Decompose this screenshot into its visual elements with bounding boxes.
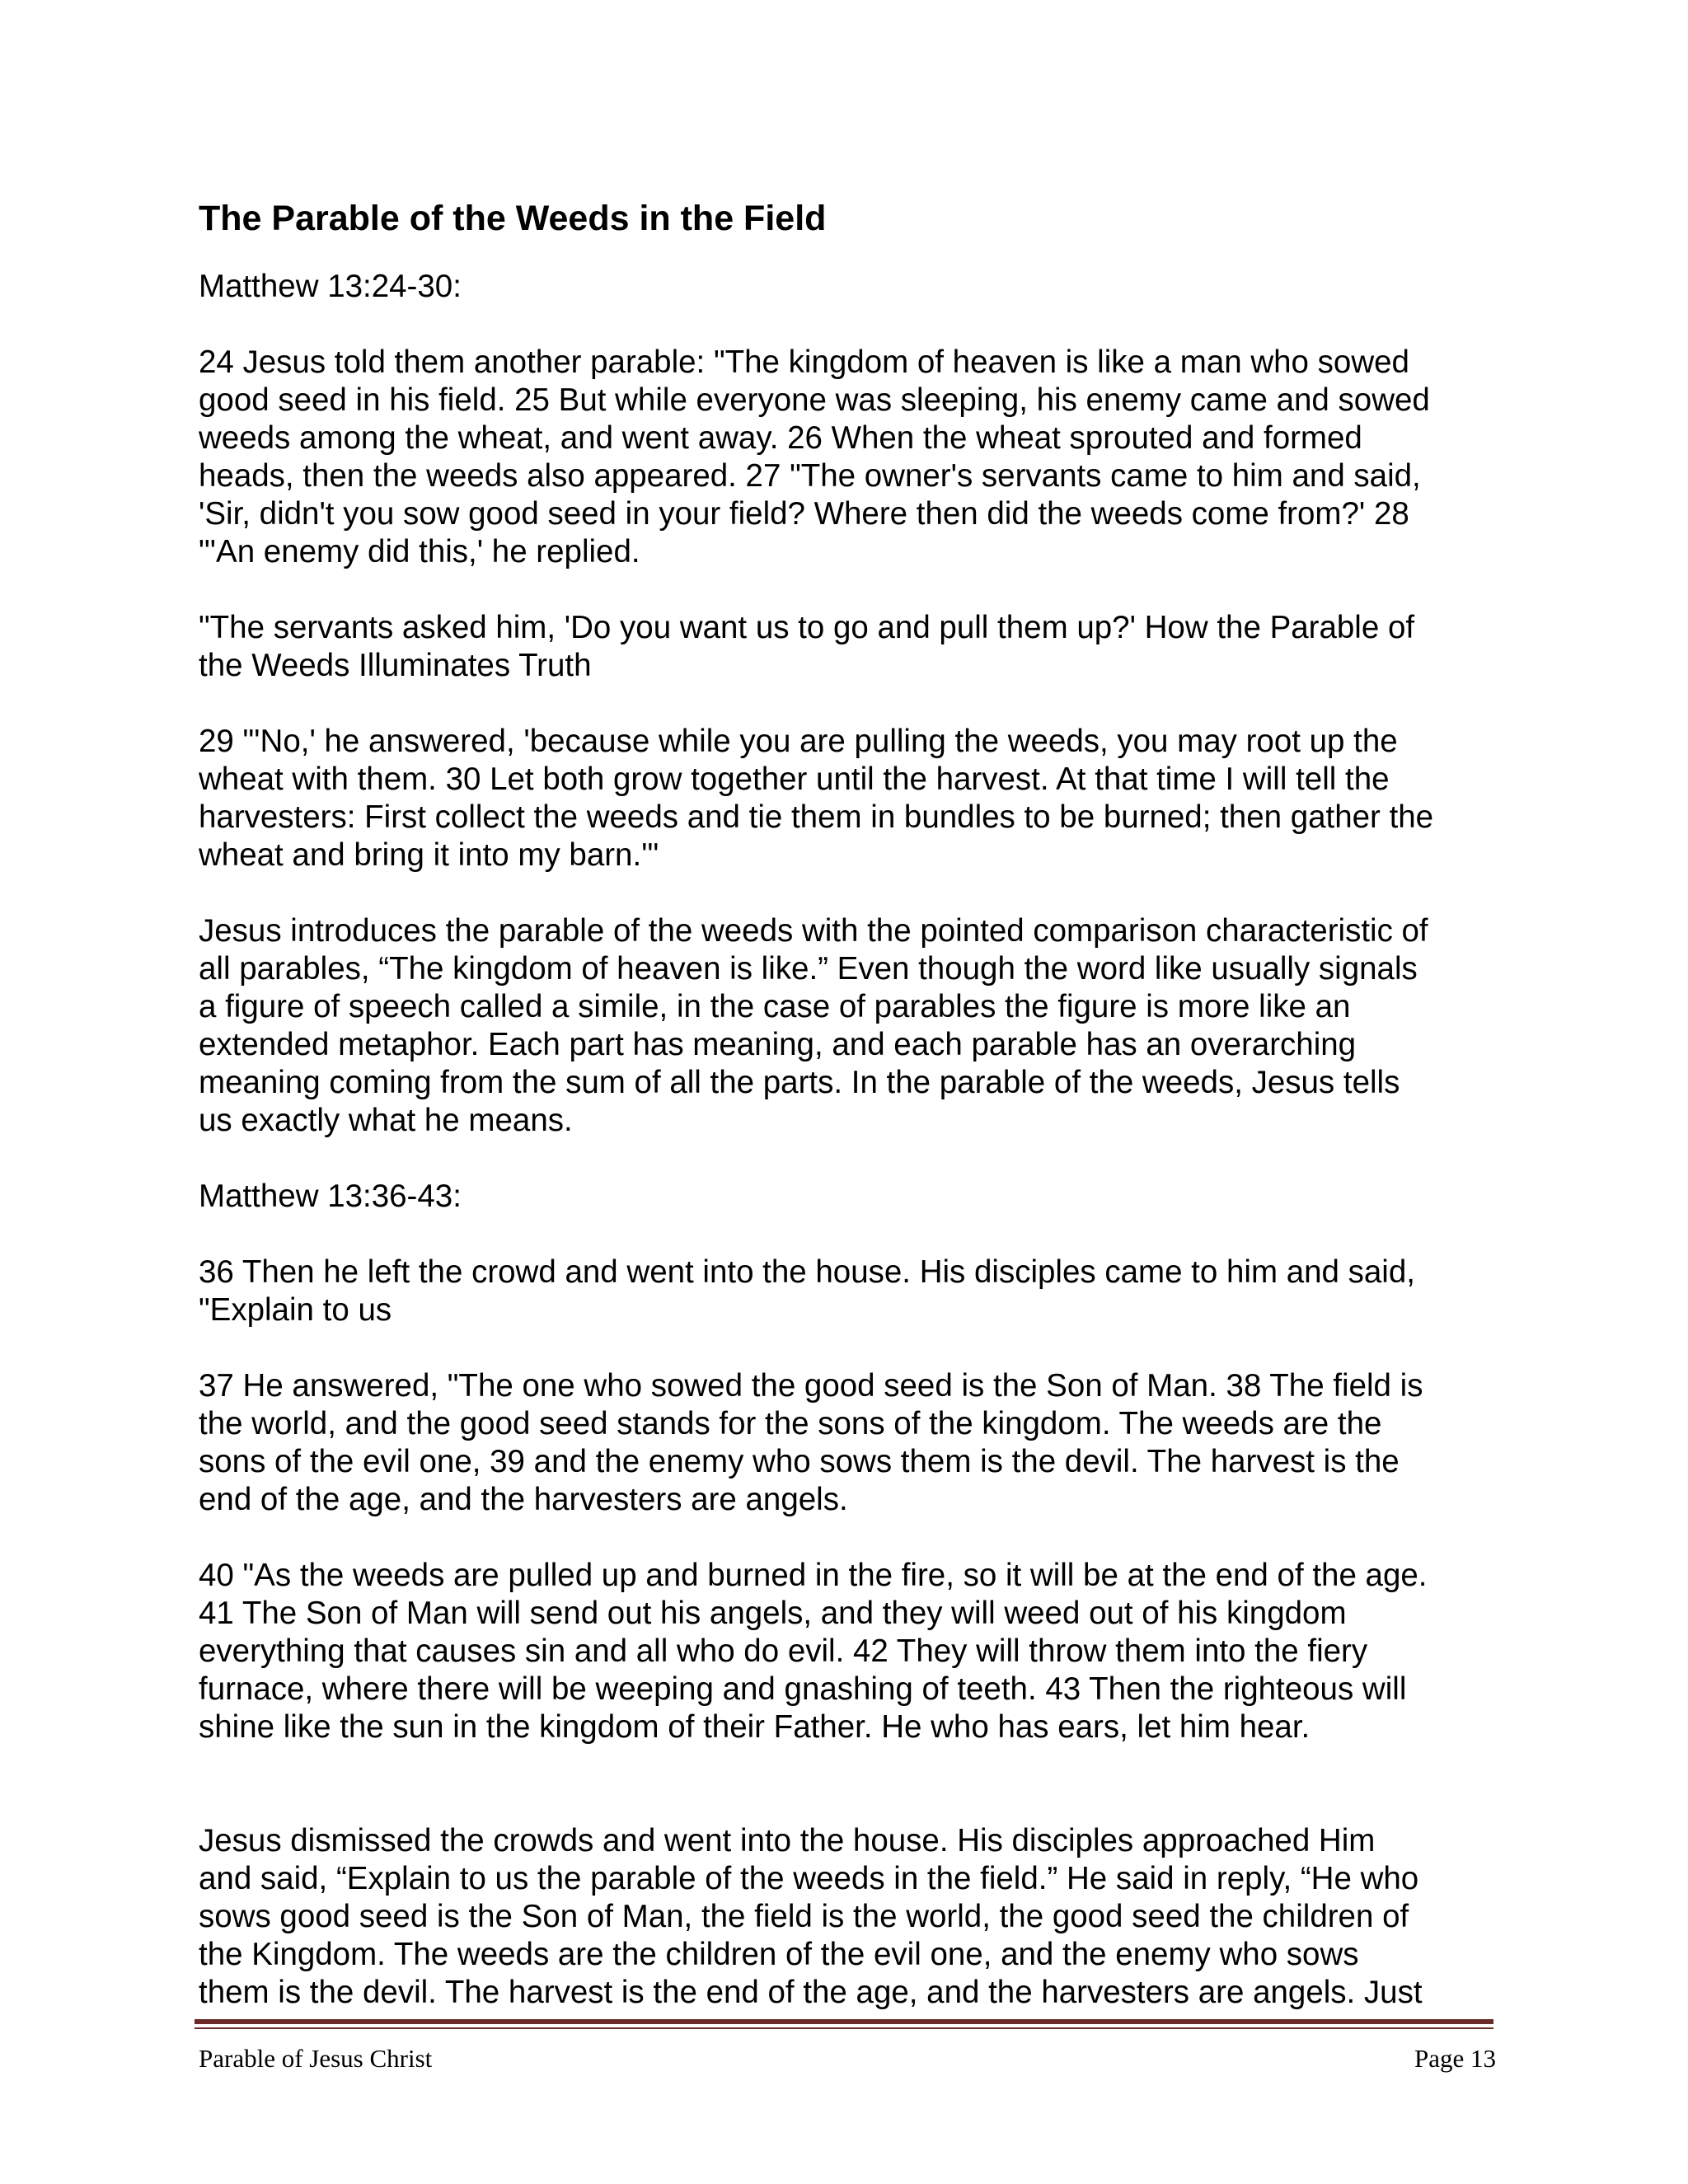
- footer-document-title: Parable of Jesus Christ: [199, 2044, 433, 2073]
- page-title: The Parable of the Weeds in the Field: [199, 199, 827, 238]
- paragraph: 37 He answered, "The one who sowed the good seed is the Son of Man. 38 The field is the world, and the good seed stands for the sons of the kingdom. The weeds are the sons of the evil one, 39 and the enemy who sows them is the devil. The harvest is the end of the age, and the harvesters are angels.: [199, 1368, 1423, 1517]
- paragraph: 36 Then he left the crowd and went into the house. His disciples came to him and said, "Explain to us: [199, 1254, 1415, 1328]
- paragraph: Jesus introduces the parable of the weeds with the pointed comparison characteristic of all parables, “The kingdom of heaven is like.” Even though the word like usually signals a figure of speech called a simile, in the case of parables the figure is more like an extended metaphor. Each part has meaning, and each parable has an overarching meaning coming from the sum of all the parts. In the parable of the weeds, Jesus tells us exactly what he means.: [199, 913, 1428, 1138]
- scripture-reference: Matthew 13:36-43:: [199, 1179, 462, 1214]
- scripture-reference: Matthew 13:24-30:: [199, 269, 462, 304]
- document-body: [199, 194, 1509, 2050]
- paragraph: Jesus dismissed the crowds and went into the house. His disciples approached Him and said, “Explain to us the parable of the weeds in the field.” He said in reply, “He who sows good seed is the Son of Man, the field is the world, the good seed the children of the Kingdom. The weeds are the children of the evil one, and the enemy who sows them is the devil. The harvest is the end of the age, and the harvesters are angels. Just: [199, 1823, 1423, 2010]
- footer-divider: [195, 2027, 1493, 2029]
- paragraph: 29 "'No,' he answered, 'because while you are pulling the weeds, you may root up the wheat with them. 30 Let both grow together until the harvest. At that time I will tell the harvesters: First collect the weeds and tie them in bundles to be burned; then gather the wheat and bring it into my barn.'": [199, 724, 1434, 873]
- footer-divider: [195, 2019, 1493, 2024]
- paragraph: 40 "As the weeds are pulled up and burned in the fire, so it will be at the end of the age. 41 The Son of Man will send out his angels, and they will weed out of his kingdom everything that causes sin and all who do evil. 42 They will throw them into the fiery furnace, where there will be weeping and gnashing of teeth. 43 Then the righteous will shine like the sun in the kingdom of their Father. He who has ears, let him hear.: [199, 1558, 1428, 1745]
- paragraph: "The servants asked him, 'Do you want us to go and pull them up?' How the Parable of the Weeds Illuminates Truth: [199, 610, 1415, 683]
- page-number: Page 13: [1414, 2044, 1496, 2073]
- paragraph: 24 Jesus told them another parable: "The kingdom of heaven is like a man who sowed good seed in his field. 25 But while everyone was sleeping, his enemy came and sowed weeds among the wheat, and went away. 26 When the wheat sprouted and formed heads, then the weeds also appeared. 27 "The owner's servants came to him and said, 'Sir, didn't you sow good seed in your field? Where then did the weeds come from?' 28 "'An enemy did this,' he replied.: [199, 344, 1430, 569]
